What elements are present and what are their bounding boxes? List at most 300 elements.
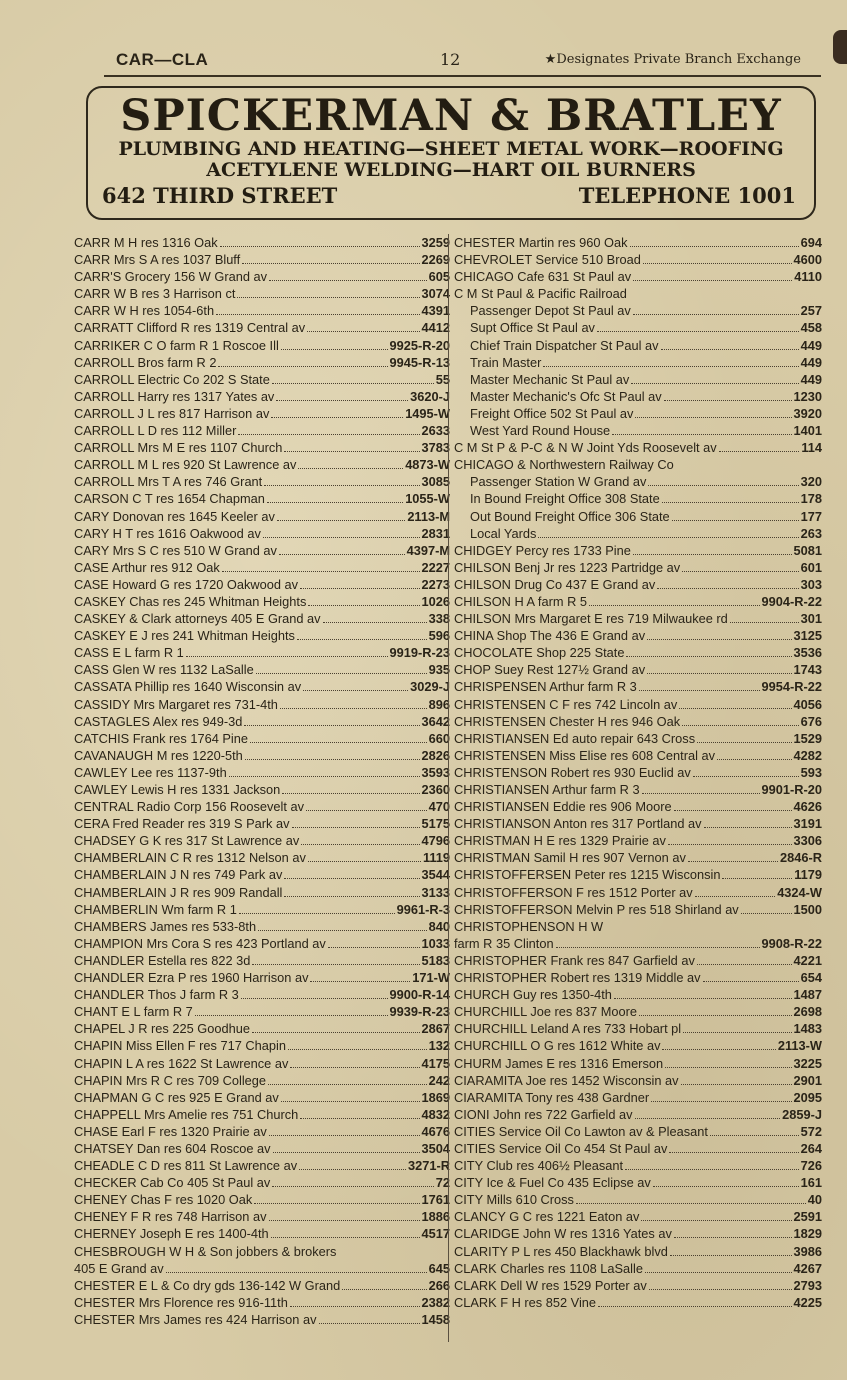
directory-entry bbox=[74, 542, 450, 559]
leader-dots bbox=[271, 417, 403, 418]
entry-phone: 2227 bbox=[421, 559, 450, 575]
leader-dots bbox=[630, 246, 799, 247]
leader-dots bbox=[298, 468, 403, 469]
entry-phone: 9919-R-23 bbox=[389, 645, 450, 661]
entry-phone: 320 bbox=[800, 474, 822, 490]
leader-dots bbox=[272, 383, 434, 384]
entry-name: CHESBROUGH W H & Son jobbers & brokers bbox=[74, 1243, 337, 1259]
directory-entry bbox=[454, 935, 822, 952]
leader-dots bbox=[306, 810, 427, 811]
entry-name: CHRISTOPHER Frank res 847 Garfield av bbox=[454, 952, 695, 968]
directory-entry bbox=[454, 456, 822, 473]
leader-dots bbox=[222, 571, 420, 572]
entry-phone: 177 bbox=[800, 508, 822, 524]
entry-name: CHAPIN Miss Ellen F res 717 Chapin bbox=[74, 1038, 286, 1054]
entry-phone: 3642 bbox=[421, 713, 450, 729]
entry-phone: 9925-R-20 bbox=[389, 337, 450, 353]
directory-entry bbox=[74, 251, 450, 268]
directory-entry bbox=[454, 1174, 822, 1191]
entry-phone: 1026 bbox=[421, 593, 450, 609]
entry-name: CHAMBERS James res 533-8th bbox=[74, 918, 257, 934]
entry-phone: 2633 bbox=[421, 423, 450, 439]
right-listing-column bbox=[454, 234, 822, 1311]
alphabet-range: CAR—CLA bbox=[116, 50, 209, 69]
entry-phone: 1487 bbox=[793, 987, 822, 1003]
leader-dots bbox=[717, 759, 792, 760]
directory-entry bbox=[454, 901, 822, 918]
leader-dots bbox=[290, 1067, 419, 1068]
entry-name: CASSATA Phillip res 1640 Wisconsin av bbox=[74, 679, 302, 695]
directory-entry bbox=[74, 627, 450, 644]
leader-dots bbox=[598, 1306, 792, 1307]
leader-dots bbox=[645, 1272, 792, 1273]
directory-entry bbox=[454, 832, 822, 849]
entry-name: CASTAGLES Alex res 949-3d bbox=[74, 713, 243, 729]
leader-dots bbox=[538, 537, 798, 538]
entry-name: CHINA Shop The 436 E Grand av bbox=[454, 628, 646, 644]
entry-phone: 1869 bbox=[421, 1089, 450, 1105]
leader-dots bbox=[741, 913, 792, 914]
entry-phone: 2591 bbox=[793, 1209, 822, 1225]
entry-phone: 3504 bbox=[421, 1140, 450, 1156]
directory-entry bbox=[454, 473, 822, 490]
entry-phone: 4796 bbox=[421, 833, 450, 849]
directory-entry bbox=[454, 371, 822, 388]
directory-entry bbox=[74, 935, 450, 952]
entry-name: Supt Office St Paul av bbox=[470, 320, 595, 336]
entry-phone: 4110 bbox=[794, 269, 822, 285]
page-edge-mark bbox=[833, 30, 847, 64]
leader-dots bbox=[264, 485, 419, 486]
directory-entry bbox=[74, 1294, 450, 1311]
leader-dots bbox=[653, 1186, 799, 1187]
entry-phone: 40 bbox=[807, 1192, 822, 1208]
entry-phone: 1761 bbox=[421, 1192, 450, 1208]
entry-phone: 449 bbox=[800, 337, 822, 353]
entry-name: CASE Arthur res 912 Oak bbox=[74, 559, 220, 575]
entry-name: CHURCHILL Leland A res 733 Hobart pl bbox=[454, 1021, 682, 1037]
entry-name: CARR M H res 1316 Oak bbox=[74, 235, 218, 250]
leader-dots bbox=[244, 725, 419, 726]
directory-entry bbox=[454, 798, 822, 815]
leader-dots bbox=[288, 1049, 427, 1050]
leader-dots bbox=[703, 981, 799, 982]
entry-name: CHILSON Drug Co 437 E Grand av bbox=[454, 576, 656, 592]
entry-name: CHENEY Chas F res 1020 Oak bbox=[74, 1192, 253, 1208]
leader-dots bbox=[683, 1032, 791, 1033]
entry-name: CHENEY F R res 748 Harrison av bbox=[74, 1209, 267, 1225]
leader-dots bbox=[269, 280, 427, 281]
leader-dots bbox=[633, 554, 792, 555]
entry-phone: 55 bbox=[435, 371, 450, 387]
directory-entry bbox=[74, 952, 450, 969]
directory-entry bbox=[74, 610, 450, 627]
entry-name: CHESTER Martin res 960 Oak bbox=[454, 235, 628, 250]
entry-name: West Yard Round House bbox=[470, 423, 611, 439]
directory-entry bbox=[454, 1294, 822, 1311]
entry-phone: 2793 bbox=[793, 1277, 822, 1293]
entry-name: CASS E L farm R 1 bbox=[74, 645, 184, 661]
directory-entry bbox=[74, 1260, 450, 1277]
entry-phone: 1886 bbox=[421, 1209, 450, 1225]
entry-name: CAWLEY Lewis H res 1331 Jackson bbox=[74, 782, 281, 797]
directory-entry bbox=[74, 815, 450, 832]
entry-name: CHURM James E res 1316 Emerson bbox=[454, 1055, 664, 1071]
directory-entry bbox=[454, 713, 822, 730]
entry-phone: 2273 bbox=[421, 576, 450, 592]
entry-name: CHEADLE C D res 811 St Lawrence av bbox=[74, 1158, 298, 1174]
leader-dots bbox=[290, 1306, 420, 1307]
entry-name: CARROLL J L res 817 Harrison av bbox=[74, 405, 270, 421]
entry-name: CITY Club res 406½ Pleasant bbox=[454, 1158, 624, 1174]
leader-dots bbox=[323, 622, 427, 623]
directory-entry bbox=[454, 661, 822, 678]
leader-dots bbox=[252, 1032, 420, 1033]
directory-entry bbox=[74, 849, 450, 866]
entry-phone: 1401 bbox=[793, 423, 822, 439]
directory-entry bbox=[74, 456, 450, 473]
entry-name: CAVANAUGH M res 1220-5th bbox=[74, 747, 243, 763]
entry-name: CASE Howard G res 1720 Oakwood av bbox=[74, 576, 299, 592]
entry-phone: 3271-R bbox=[408, 1158, 450, 1174]
directory-entry bbox=[454, 1157, 822, 1174]
leader-dots bbox=[625, 1169, 799, 1170]
entry-phone: 3074 bbox=[421, 286, 450, 302]
entry-phone: 1033 bbox=[421, 935, 450, 951]
entry-name: CHANDLER Estella res 822 3d bbox=[74, 952, 251, 968]
directory-entry bbox=[74, 302, 450, 319]
directory-entry bbox=[454, 1106, 822, 1123]
leader-dots bbox=[218, 366, 387, 367]
entry-name: CHRISTOPHER Robert res 1319 Middle av bbox=[454, 970, 701, 986]
entry-phone: 449 bbox=[800, 354, 822, 370]
entry-name: CARR Mrs S A res 1037 Bluff bbox=[74, 252, 241, 268]
entry-phone: 4267 bbox=[793, 1260, 822, 1276]
leader-dots bbox=[256, 673, 427, 674]
column-divider bbox=[448, 234, 449, 1342]
directory-entry bbox=[74, 1174, 450, 1191]
entry-name: CLANCY G C res 1221 Eaton av bbox=[454, 1209, 640, 1225]
entry-phone: 9945-R-13 bbox=[389, 354, 450, 370]
entry-phone: 2901 bbox=[793, 1072, 822, 1088]
entry-phone: 1529 bbox=[793, 730, 822, 746]
entry-phone: 171-W bbox=[412, 970, 450, 986]
entry-name: 405 E Grand av bbox=[74, 1260, 164, 1276]
directory-entry bbox=[74, 593, 450, 610]
entry-name: CHRISTOFFERSON Melvin P res 518 Shirland av bbox=[454, 901, 739, 917]
entry-name: CHRISTIANSON Anton res 317 Portland av bbox=[454, 816, 702, 832]
leader-dots bbox=[665, 1067, 791, 1068]
entry-phone: 4676 bbox=[421, 1123, 450, 1139]
entry-phone: 4221 bbox=[793, 952, 822, 968]
entry-phone: 72 bbox=[435, 1175, 450, 1191]
entry-phone: 601 bbox=[800, 559, 822, 575]
directory-entry bbox=[74, 508, 450, 525]
leader-dots bbox=[643, 263, 792, 264]
directory-entry bbox=[454, 1260, 822, 1277]
entry-phone: 726 bbox=[800, 1158, 822, 1174]
directory-entry bbox=[74, 319, 450, 336]
directory-entry bbox=[454, 644, 822, 661]
entry-phone: 1483 bbox=[793, 1021, 822, 1037]
leader-dots bbox=[651, 1101, 791, 1102]
directory-entry bbox=[454, 490, 822, 507]
directory-entry bbox=[454, 884, 822, 901]
directory-entry bbox=[74, 678, 450, 695]
leader-dots bbox=[342, 1289, 426, 1290]
advertisement-box bbox=[86, 86, 816, 220]
entry-name: CHILSON H A farm R 5 bbox=[454, 593, 587, 609]
directory-entry bbox=[74, 576, 450, 593]
entry-name: CASKEY & Clark attorneys 405 E Grand av bbox=[74, 611, 321, 627]
entry-phone: 4282 bbox=[793, 747, 822, 763]
entry-name: CASS Glen W res 1132 LaSalle bbox=[74, 662, 254, 678]
leader-dots bbox=[303, 690, 408, 691]
entry-name: CARROLL M L res 920 St Lawrence av bbox=[74, 457, 297, 473]
leader-dots bbox=[282, 793, 419, 794]
entry-name: CARR W H res 1054-6th bbox=[74, 303, 215, 319]
leader-dots bbox=[576, 1203, 806, 1204]
directory-entry bbox=[454, 1208, 822, 1225]
leader-dots bbox=[268, 1084, 427, 1085]
entry-phone: 4175 bbox=[421, 1055, 450, 1071]
entry-phone: 2360 bbox=[421, 782, 450, 797]
entry-name: Master Mechanic's Ofc St Paul av bbox=[470, 388, 662, 404]
entry-name: CHRISTOPHENSON H W bbox=[454, 918, 604, 934]
ad-address: 642 THIRD STREET bbox=[102, 183, 338, 208]
entry-phone: 470 bbox=[428, 799, 450, 815]
directory-entry bbox=[454, 268, 822, 285]
entry-name: Freight Office 502 St Paul av bbox=[470, 405, 634, 421]
entry-name: Passenger Station W Grand av bbox=[470, 474, 647, 490]
directory-entry bbox=[74, 473, 450, 490]
leader-dots bbox=[300, 1118, 419, 1119]
entry-name: CARROLL Harry res 1317 Yates av bbox=[74, 388, 275, 404]
entry-phone: 5081 bbox=[793, 542, 822, 558]
entry-name: Out Bound Freight Office 306 State bbox=[470, 508, 670, 524]
directory-entry bbox=[454, 1089, 822, 1106]
entry-name: CAWLEY Lee res 1137-9th bbox=[74, 764, 227, 780]
leader-dots bbox=[281, 1101, 420, 1102]
directory-entry bbox=[454, 542, 822, 559]
leader-dots bbox=[704, 827, 792, 828]
entry-name: CHICAGO & Northwestern Railway Co bbox=[454, 457, 674, 473]
directory-entry bbox=[74, 285, 450, 302]
leader-dots bbox=[710, 1135, 799, 1136]
entry-name: CITY Mills 610 Cross bbox=[454, 1192, 574, 1208]
leader-dots bbox=[239, 913, 395, 914]
entry-phone: 1743 bbox=[793, 662, 822, 678]
directory-entry bbox=[454, 815, 822, 832]
entry-name: CARROLL Mrs M E res 1107 Church bbox=[74, 440, 283, 456]
leader-dots bbox=[242, 263, 419, 264]
entry-phone: 242 bbox=[428, 1072, 450, 1088]
leader-dots bbox=[254, 1203, 419, 1204]
leader-dots bbox=[626, 656, 791, 657]
entry-name: Master Mechanic St Paul av bbox=[470, 371, 630, 387]
leader-dots bbox=[657, 588, 798, 589]
directory-entry bbox=[454, 781, 822, 798]
entry-name: CHICAGO Cafe 631 St Paul av bbox=[454, 269, 632, 285]
entry-phone: 2095 bbox=[793, 1089, 822, 1105]
leader-dots bbox=[220, 246, 420, 247]
entry-phone: 4056 bbox=[793, 696, 822, 712]
directory-entry bbox=[454, 1123, 822, 1140]
directory-entry bbox=[454, 559, 822, 576]
entry-name: CARY Mrs S C res 510 W Grand av bbox=[74, 542, 277, 558]
entry-name: CATCHIS Frank res 1764 Pine bbox=[74, 730, 249, 746]
entry-phone: 114 bbox=[801, 440, 822, 456]
entry-name: CHRISTMAN H E res 1329 Prairie av bbox=[454, 833, 666, 849]
directory-entry bbox=[454, 251, 822, 268]
leader-dots bbox=[237, 297, 419, 298]
leader-dots bbox=[277, 520, 405, 521]
directory-entry bbox=[74, 832, 450, 849]
entry-phone: 9904-R-22 bbox=[761, 593, 822, 609]
leader-dots bbox=[674, 1237, 792, 1238]
entry-phone: 3536 bbox=[793, 645, 822, 661]
entry-phone: 645 bbox=[428, 1260, 450, 1276]
directory-entry bbox=[454, 1037, 822, 1054]
directory-entry bbox=[74, 1225, 450, 1242]
leader-dots bbox=[679, 708, 791, 709]
entry-phone: 4412 bbox=[421, 320, 450, 336]
entry-phone: 676 bbox=[800, 713, 822, 729]
entry-phone: 3544 bbox=[421, 867, 450, 883]
leader-dots bbox=[633, 280, 792, 281]
directory-entry bbox=[454, 593, 822, 610]
leader-dots bbox=[307, 331, 419, 332]
leader-dots bbox=[722, 878, 792, 879]
entry-name: CHOP Suey Rest 127½ Grand av bbox=[454, 662, 646, 678]
leader-dots bbox=[647, 673, 791, 674]
entry-name: CHRISTENSEN Miss Elise res 608 Central av bbox=[454, 747, 715, 763]
pbx-note: ★Designates Private Branch Exchange bbox=[544, 52, 801, 67]
directory-entry bbox=[74, 1243, 450, 1260]
entry-phone: 935 bbox=[428, 662, 450, 678]
ad-services-line1: PLUMBING AND HEATING—SHEET METAL WORK—ROOFING bbox=[118, 138, 784, 160]
leader-dots bbox=[597, 331, 799, 332]
leader-dots bbox=[688, 861, 778, 862]
directory-entry bbox=[74, 661, 450, 678]
entry-name: CHANDLER Ezra P res 1960 Harrison av bbox=[74, 970, 309, 986]
entry-name: CHAPMAN G C res 925 E Grand av bbox=[74, 1089, 279, 1105]
entry-phone: 2269 bbox=[421, 252, 450, 268]
entry-phone: 1458 bbox=[421, 1311, 450, 1327]
left-listing-column bbox=[74, 234, 450, 1328]
entry-phone: 2859-J bbox=[782, 1106, 822, 1122]
directory-entry bbox=[74, 1037, 450, 1054]
directory-entry bbox=[74, 764, 450, 781]
leader-dots bbox=[308, 605, 419, 606]
leader-dots bbox=[682, 725, 798, 726]
directory-entry bbox=[454, 576, 822, 593]
entry-name: CASKEY Chas res 245 Whitman Heights bbox=[74, 593, 307, 609]
entry-phone: 2831 bbox=[421, 525, 450, 541]
page-number: 12 bbox=[440, 50, 461, 69]
directory-entry bbox=[74, 559, 450, 576]
entry-phone: 660 bbox=[428, 730, 450, 746]
entry-phone: 132 bbox=[428, 1038, 450, 1054]
entry-phone: 1230 bbox=[793, 388, 822, 404]
leader-dots bbox=[186, 656, 388, 657]
entry-phone: 1055-W bbox=[405, 491, 450, 507]
directory-entry bbox=[454, 866, 822, 883]
entry-name: CASKEY E J res 241 Whitman Heights bbox=[74, 628, 295, 644]
leader-dots bbox=[693, 776, 799, 777]
entry-name: CLARK Dell W res 1529 Porter av bbox=[454, 1277, 647, 1293]
leader-dots bbox=[649, 1289, 792, 1290]
directory-entry bbox=[454, 1191, 822, 1208]
entry-phone: 2867 bbox=[421, 1021, 450, 1037]
directory-entry bbox=[74, 234, 450, 251]
directory-entry bbox=[454, 439, 822, 456]
directory-entry bbox=[454, 1055, 822, 1072]
entry-phone: 4832 bbox=[421, 1106, 450, 1122]
entry-name: CHAMBERLAIN J N res 749 Park av bbox=[74, 867, 283, 883]
entry-name: CHILSON Mrs Margaret E res 719 Milwaukee rd bbox=[454, 611, 728, 627]
entry-name: CASSIDY Mrs Margaret res 731-4th bbox=[74, 696, 278, 712]
entry-phone: 4873-W bbox=[405, 457, 450, 473]
entry-phone: 4626 bbox=[793, 799, 822, 815]
entry-name: CIONI John res 722 Garfield av bbox=[454, 1106, 633, 1122]
entry-phone: 9901-R-20 bbox=[761, 782, 822, 797]
entry-name: CIARAMITA Joe res 1452 Wisconsin av bbox=[454, 1072, 679, 1088]
entry-phone: 257 bbox=[800, 303, 822, 319]
directory-entry bbox=[74, 696, 450, 713]
entry-phone: 4391 bbox=[421, 303, 450, 319]
directory-entry bbox=[74, 1055, 450, 1072]
entry-phone: 896 bbox=[428, 696, 450, 712]
leader-dots bbox=[292, 827, 420, 828]
entry-name: CHECKER Cab Co 405 St Paul av bbox=[74, 1175, 271, 1191]
leader-dots bbox=[276, 400, 408, 401]
entry-name: CARR W B res 3 Harrison ct bbox=[74, 286, 236, 302]
leader-dots bbox=[612, 434, 791, 435]
leader-dots bbox=[284, 878, 419, 879]
leader-dots bbox=[556, 947, 760, 948]
entry-phone: 301 bbox=[800, 611, 822, 627]
leader-dots bbox=[229, 776, 420, 777]
entry-name: CHURCH Guy res 1350-4th bbox=[454, 987, 612, 1003]
entry-name: CHRISTIANSEN Arthur farm R 3 bbox=[454, 782, 640, 797]
directory-entry bbox=[454, 405, 822, 422]
leader-dots bbox=[642, 793, 760, 794]
leader-dots bbox=[216, 314, 419, 315]
directory-entry bbox=[454, 354, 822, 371]
leader-dots bbox=[589, 605, 760, 606]
entry-phone: 694 bbox=[800, 235, 822, 250]
entry-name: CHOCOLATE Shop 225 State bbox=[454, 645, 625, 661]
leader-dots bbox=[662, 502, 799, 503]
entry-name: C M St Paul & Pacific Railroad bbox=[454, 286, 627, 302]
leader-dots bbox=[631, 383, 798, 384]
entry-phone: 303 bbox=[800, 576, 822, 592]
entry-name: CITIES Service Oil Co 454 St Paul av bbox=[454, 1140, 668, 1156]
entry-name: CHRISTENSON Robert res 930 Euclid av bbox=[454, 764, 691, 780]
directory-entry bbox=[74, 1140, 450, 1157]
leader-dots bbox=[681, 1084, 792, 1085]
leader-dots bbox=[633, 314, 799, 315]
entry-name: CHAPEL J R res 225 Goodhue bbox=[74, 1021, 250, 1037]
entry-name: C M St P & P-C & N W Joint Yds Roosevelt av bbox=[454, 440, 717, 456]
directory-entry bbox=[454, 1225, 822, 1242]
entry-phone: 3259 bbox=[421, 235, 450, 250]
entry-phone: 3783 bbox=[421, 440, 450, 456]
entry-name: CIARAMITA Tony res 438 Gardner bbox=[454, 1089, 650, 1105]
entry-name: CHRISPENSEN Arthur farm R 3 bbox=[454, 679, 637, 695]
entry-phone: 3133 bbox=[421, 884, 450, 900]
